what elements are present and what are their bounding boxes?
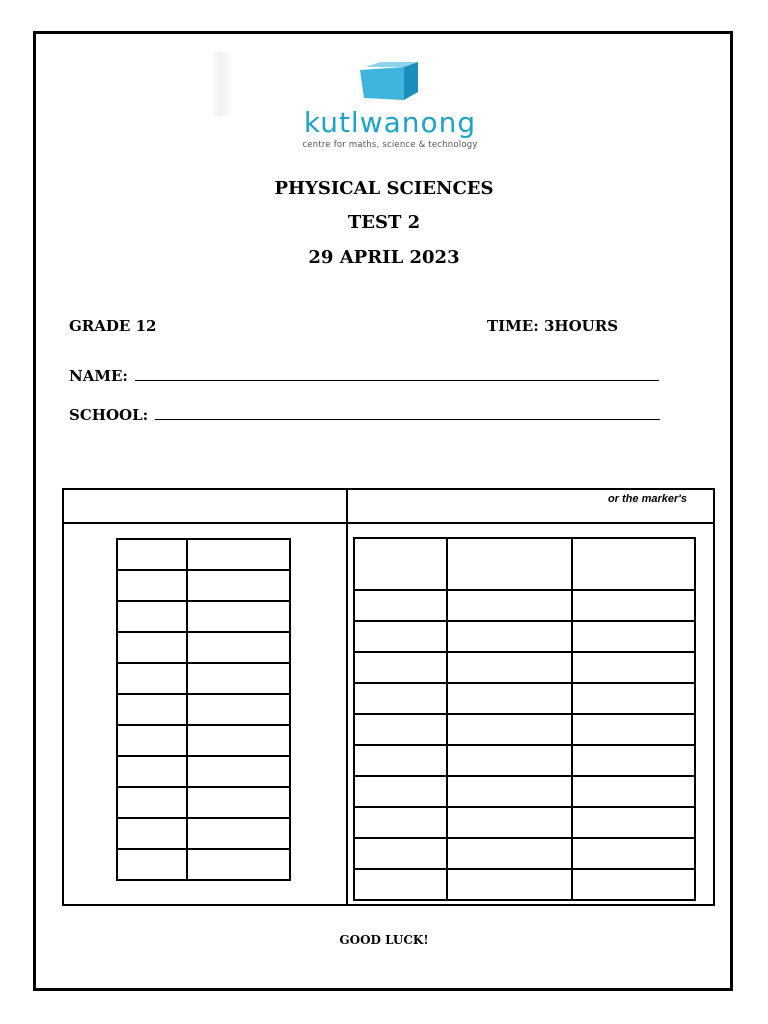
grid-cell	[447, 621, 572, 652]
grid-cell	[187, 818, 290, 849]
grid-row	[117, 632, 290, 663]
grid-cell	[187, 694, 290, 725]
grid-cell	[447, 838, 572, 869]
school-writing-line	[155, 406, 660, 420]
grid-row	[117, 725, 290, 756]
grid-row	[354, 714, 695, 745]
grid-cell	[572, 807, 695, 838]
grid-cell	[117, 756, 187, 787]
grid-row	[354, 807, 695, 838]
grid-cell	[572, 776, 695, 807]
grid-row	[117, 756, 290, 787]
grid-cell	[354, 652, 447, 683]
grid-cell	[447, 807, 572, 838]
grid-cell	[117, 849, 187, 880]
grid-cell	[572, 538, 695, 590]
grid-cell	[354, 590, 447, 621]
grid-cell	[187, 601, 290, 632]
subject-title: PHYSICAL SCIENCES	[274, 178, 494, 199]
grid-cell	[187, 756, 290, 787]
grid-cell	[572, 838, 695, 869]
test-title: TEST 2	[347, 212, 421, 233]
grid-cell	[354, 621, 447, 652]
grid-cell	[354, 869, 447, 900]
grid-cell	[187, 570, 290, 601]
grid-cell	[572, 683, 695, 714]
grid-row	[354, 869, 695, 900]
grid-cell	[354, 776, 447, 807]
grid-row	[117, 787, 290, 818]
grid-cell	[572, 590, 695, 621]
grid-row	[117, 601, 290, 632]
good-luck-message: GOOD LUCK!	[339, 933, 429, 947]
grid-cell	[117, 663, 187, 694]
grid-cell	[447, 683, 572, 714]
grid-cell	[117, 787, 187, 818]
grid-cell	[354, 538, 447, 590]
grid-cell	[572, 745, 695, 776]
name-field	[69, 367, 659, 385]
grid-cell	[572, 621, 695, 652]
grid-cell	[354, 838, 447, 869]
school-label: SCHOOL:	[69, 406, 149, 424]
grid-cell	[447, 590, 572, 621]
scan-artifact	[212, 52, 230, 116]
grid-cell	[187, 663, 290, 694]
grid-cell	[187, 849, 290, 880]
grid-cell	[447, 652, 572, 683]
grid-cell	[354, 745, 447, 776]
grid-cell	[447, 538, 572, 590]
grid-cell	[117, 694, 187, 725]
grid-row	[354, 745, 695, 776]
grid-row	[117, 818, 290, 849]
grid-row	[117, 663, 290, 694]
marker-note: or the marker's	[607, 493, 687, 505]
grid-row	[117, 849, 290, 880]
logo-cube-icon	[360, 62, 418, 100]
grid-row	[354, 652, 695, 683]
grid-cell	[572, 652, 695, 683]
time-label: TIME: 3HOURS	[487, 317, 619, 335]
grid-cell	[187, 725, 290, 756]
grid-cell	[354, 683, 447, 714]
school-field	[69, 406, 660, 424]
grid-cell	[187, 632, 290, 663]
grid-row	[354, 590, 695, 621]
grid-row	[354, 538, 695, 590]
grid-row	[117, 570, 290, 601]
marking-column-divider	[346, 490, 348, 904]
grid-row	[354, 621, 695, 652]
grid-row	[354, 776, 695, 807]
grid-cell	[447, 869, 572, 900]
grid-cell	[117, 601, 187, 632]
grid-cell	[572, 714, 695, 745]
grid-row	[117, 539, 290, 570]
grid-cell	[354, 807, 447, 838]
grid-cell	[447, 776, 572, 807]
grid-cell	[117, 570, 187, 601]
grid-cell	[187, 787, 290, 818]
name-writing-line	[135, 367, 659, 381]
grid-cell	[572, 869, 695, 900]
logo-tagline: centre for maths, science & technology	[302, 140, 478, 150]
marking-header-divider	[64, 522, 713, 524]
grid-cell	[117, 539, 187, 570]
grid-cell	[447, 745, 572, 776]
logo-wordmark: kutlwanong	[303, 106, 477, 139]
test-date: 29 APRIL 2023	[308, 247, 460, 268]
grid-cell	[447, 714, 572, 745]
name-label: NAME:	[69, 367, 128, 385]
right-marks-grid	[353, 537, 696, 901]
grid-cell	[117, 632, 187, 663]
left-marks-grid	[116, 538, 291, 881]
grade-label: GRADE 12	[69, 317, 157, 335]
grid-row	[117, 694, 290, 725]
grid-cell	[354, 714, 447, 745]
grid-row	[354, 683, 695, 714]
grid-cell	[187, 539, 290, 570]
grid-cell	[117, 818, 187, 849]
grid-cell	[117, 725, 187, 756]
grid-row	[354, 838, 695, 869]
